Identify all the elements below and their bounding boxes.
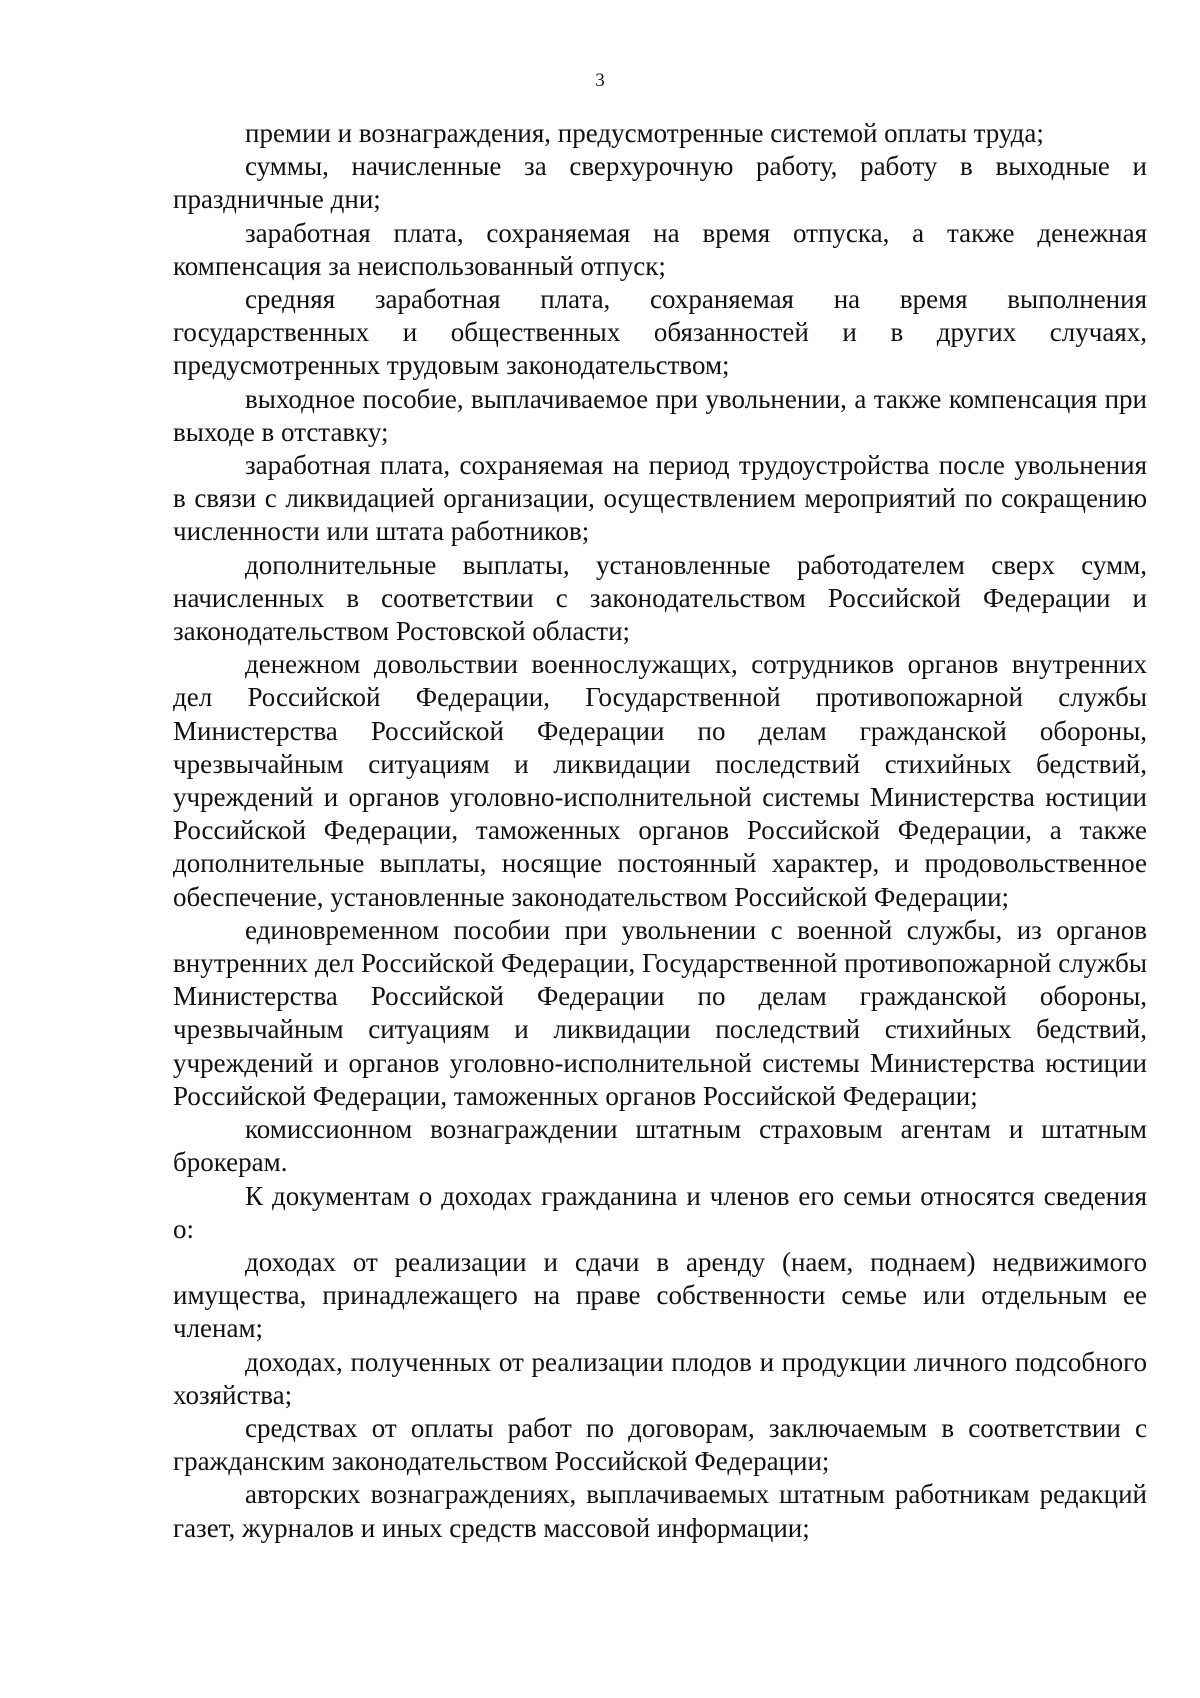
paragraph: К документам о доходах гражданина и членов его семьи относятся сведения о:	[173, 1180, 1147, 1244]
paragraph: доходах, полученных от реализации плодов и продукции личного подсобного хозяйства;	[173, 1346, 1147, 1410]
paragraph: заработная плата, сохраняемая на время отпуска, а также денежная компенсация за неиспользованный отпуск;	[173, 217, 1147, 281]
paragraph: премии и вознаграждения, предусмотренные системой оплаты труда;	[245, 118, 1044, 148]
paragraph: средствах от оплаты работ по договорам, заключаемым в соответствии с гражданским законодательством Российской Федерации;	[173, 1412, 1147, 1477]
paragraph: средняя заработная плата, сохраняемая на время выполнения государственных и общественных обязанностей и в других случаях, предусмотренных трудовым законодательством;	[173, 284, 1147, 381]
paragraph: денежном довольствии военнослужащих, сотрудников органов внутренних дел Российской Федерации, Государственной противопожарной службы Министерства Российской Федерации по делам гражданской обороны, чрезвычайным ситуациям и ликвидации последствий стихийных бедствий, учреждений и органов уголовно-исполнительной системы Министерства юстиции Российской Федерации, таможенных органов Российской Федерации, а также дополнительные выплаты, носящие постоянный характер, и продовольственное обеспечение, установленные законодательством Российской Федерации;	[173, 649, 1147, 912]
paragraph: дополнительные выплаты, установленные работодателем сверх сумм, начисленных в соответствии с законодательством Российской Федерации и законодательством Ростовской области;	[173, 549, 1147, 647]
page-number: 3	[595, 70, 605, 91]
paragraph: заработная плата, сохраняемая на период трудоустройства после увольнения в связи с ликвидацией организации, осуществлением мероприятий по сокращению численности или штата работников;	[173, 450, 1147, 547]
paragraph: авторских вознаграждениях, выплачиваемых штатным работникам редакций газет, журналов и иных средств массовой информации;	[173, 1479, 1147, 1543]
paragraph: выходное пособие, выплачиваемое при увольнении, а также компенсация при выходе в отставку;	[173, 383, 1147, 447]
paragraph: комиссионном вознаграждении штатным страховым агентам и штатным брокерам.	[173, 1114, 1147, 1178]
paragraph: доходах от реализации и сдачи в аренду (наем, поднаем) недвижимого имущества, принадлежащего на праве собственности семье или отдельным ее членам;	[173, 1246, 1147, 1344]
document-body	[173, 117, 1147, 1545]
paragraph: единовременном пособии при увольнении с военной службы, из органов внутренних дел Российской Федерации, Государственной противопожарной службы Министерства Российской Федерации по делам гражданской обороны, чрезвычайным ситуациям и ликвидации последствий стихийных бедствий, учреждений и органов уголовно-исполнительной системы Министерства юстиции Российской Федерации, таможенных органов Российской Федерации;	[173, 914, 1147, 1111]
paragraph: суммы, начисленные за сверхурочную работу, работу в выходные и праздничные дни;	[173, 151, 1147, 215]
